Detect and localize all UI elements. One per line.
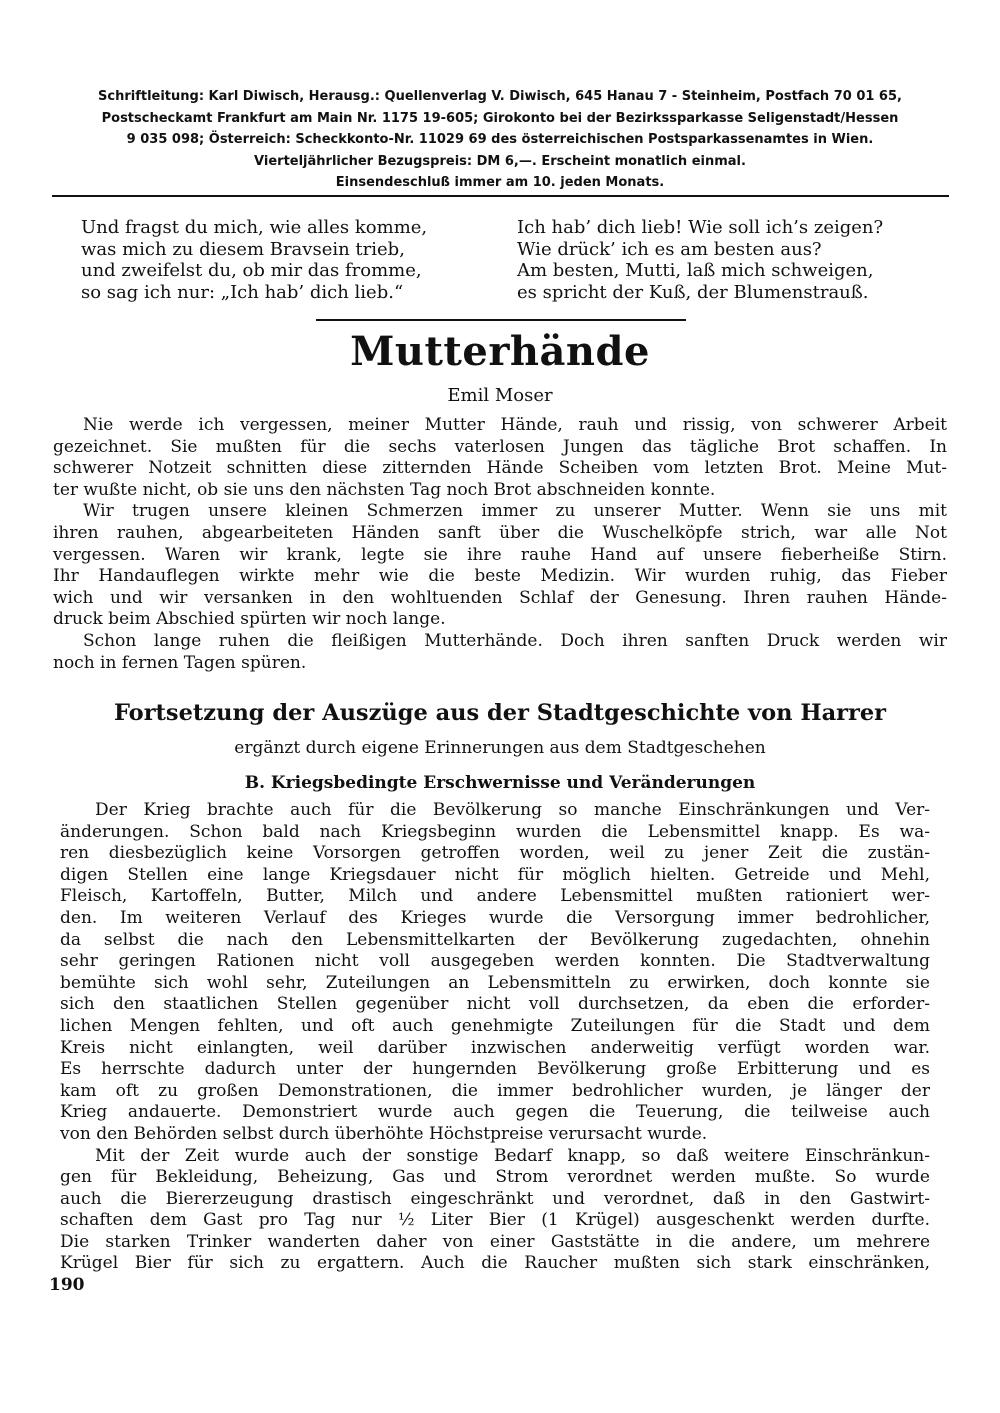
body-line: Es herrschte dadurch unter der hungernden Bevölkerung große Erbitterung und es [60,1059,930,1080]
body-line: ter wußte nicht, ob sie uns den nächsten Tag noch Brot abschneiden konnte. [53,479,716,500]
poem-line: Am besten, Mutti, laß mich schweigen, [517,260,874,281]
body-line: Die starken Trinker wanderten daher von einer Gaststätte in die andere, um mehrere [60,1231,930,1252]
body-line: noch in fernen Tagen spüren. [53,652,307,673]
poem-line: und zweifelst du, ob mir das fromme, [81,260,422,281]
masthead-line: Postscheckamt Frankfurt am Main Nr. 1175 19-605; Girokonto bei der Bezirkssparkasse Seligenstadt/Hessen [101,110,899,126]
body-line: Krügel Bier für sich zu ergattern. Auch die Raucher mußten sich stark einschränken, [60,1253,930,1274]
body-line: kam oft zu großen Demonstrationen, die immer bedrohlicher wurden, je länger der [60,1080,930,1101]
poem-line: es spricht der Kuß, der Blumenstrauß. [517,281,869,303]
article-title: Mutterhände [350,328,650,375]
body-line: auch die Biererzeugung drastisch eingeschränkt und verordnet, daß in den Gastwirt- [60,1188,930,1209]
masthead-line: 9 035 098; Österreich: Scheckkonto-Nr. 11029 69 des österreichischen Postsparkassenamtes in Wien. [126,132,874,147]
body-line: gen für Bekleidung, Beheizung, Gas und Strom verordnet werden mußte. So wurde [60,1167,930,1188]
body-line: sehr geringen Rationen nicht voll ausgegeben werden konnten. Die Stadtverwaltung [60,951,930,972]
section-title: Fortsetzung der Auszüge aus der Stadtgeschichte von Harrer [113,700,887,726]
body-line: wich und wir versanken in den wohltuenden Schlaf der Genesung. Ihren rauhen Hände- [53,587,947,608]
body-line: vergessen. Waren wir krank, legte sie ihre rauhe Hand auf unsere fieberheiße Stirn. [53,544,947,565]
poem-line: Wie drück’ ich es am besten aus? [517,238,822,260]
body-line: Krieg andauerte. Demonstriert wurde auch gegen die Teuerung, die teilweise auch [60,1102,930,1123]
body-line: den. Im weiteren Verlauf des Krieges wurde die Versorgung immer bedrohlicher, [60,907,930,928]
poem-divider [316,319,686,321]
masthead-line: Vierteljährlicher Bezugspreis: DM 6,—. Erscheint monatlich einmal. [254,153,746,169]
body-line: druck beim Abschied spürten wir noch lange. [53,609,446,630]
article-author: Emil Moser [447,385,553,406]
poem-right-stanza [517,217,883,303]
body-line: Der Krieg brachte auch für die Bevölkerung so manche Einschränkungen und Ver- [95,800,930,820]
section-subtitle: ergänzt durch eigene Erinnerungen aus dem Stadtgeschehen [234,738,766,758]
page-number: 190 [49,1275,85,1295]
poem-left-stanza [81,217,427,303]
masthead [60,86,940,194]
masthead-line: Schriftleitung: Karl Diwisch, Herausg.: Quellenverlag V. Diwisch, 645 Hanau 7 - Steinheim, Postfach 70 01 65, [98,89,902,104]
masthead-divider [52,195,949,197]
body-line: sich den staatlichen Stellen gegenüber nicht voll durchsetzen, da eben die erforder- [60,994,930,1015]
body-line: lichen Mengen fehlten, und oft auch genehmigte Zuteilungen für die Stadt und dem [60,1015,930,1036]
body-line: schwerer Notzeit schnitten diese zitternden Hände Scheiben vom letzten Brot. Meine Mut- [53,458,947,479]
body-line: Ihr Handauflegen wirkte mehr wie die beste Medizin. Wir wurden ruhig, das Fieber [53,566,947,587]
poem-line: was mich zu diesem Bravsein trieb, [81,238,405,260]
body-line: Nie werde ich vergessen, meiner Mutter Hände, rauh und rissig, von schwerer Arbeit [83,415,947,435]
body-line: von den Behörden selbst durch überhöhte Höchstpreise verursacht wurde. [60,1123,708,1144]
poem-line: Ich hab’ dich lieb! Wie soll ich’s zeigen? [517,217,884,238]
body-line: da selbst die nach den Lebensmittelkarten der Bevölkerung zugedachten, ohnehin [60,929,930,950]
body-line: ren diesbezüglich keine Vorsorgen getroffen worden, weil zu jener Zeit die zustän- [60,843,930,864]
masthead-line: Einsendeschluß immer am 10. jeden Monats. [335,175,665,190]
body-line: ihren rauhen, abgearbeiteten Händen sanft über die Wuschelköpfe strich, war alle Not [53,522,947,543]
section-body [60,800,930,1275]
body-line: gezeichnet. Sie mußten für die sechs vaterlosen Jungen das tägliche Brot schaffen. In [53,436,947,457]
body-line: Mit der Zeit wurde auch der sonstige Bedarf knapp, so daß weitere Einschränkun- [95,1145,930,1166]
section-subhead: B. Kriegsbedingte Erschwernisse und Veränderungen [244,773,756,793]
body-line: Schon lange ruhen die fleißigen Mutterhände. Doch ihren sanften Druck werden wir [83,630,947,651]
poem-line: so sag ich nur: „Ich hab’ dich lieb.“ [81,281,404,303]
body-line: Wir trugen unsere kleinen Schmerzen immer zu unserer Mutter. Wenn sie uns mit [83,501,947,522]
body-line: digen Stellen eine lange Kriegsdauer nicht für möglich hielten. Getreide und Mehl, [60,864,930,885]
body-line: Kreis nicht einlangten, weil darüber inzwischen anderweitig verfügt worden war. [60,1037,930,1058]
body-line: Fleisch, Kartoffeln, Butter, Milch und andere Lebensmittel mußten rationiert wer- [60,886,930,907]
body-line: änderungen. Schon bald nach Kriegsbeginn wurden die Lebensmittel knapp. Es wa- [60,821,930,842]
body-line: schaften dem Gast pro Tag nur ½ Liter Bier (1 Krügel) ausgeschenkt werden durfte. [60,1210,930,1231]
poem-line: Und fragst du mich, wie alles komme, [81,217,428,238]
article-body [53,415,947,674]
body-line: bemühte sich wohl sehr, Zuteilungen an Lebensmitteln zu erwirken, doch konnte sie [60,972,930,993]
